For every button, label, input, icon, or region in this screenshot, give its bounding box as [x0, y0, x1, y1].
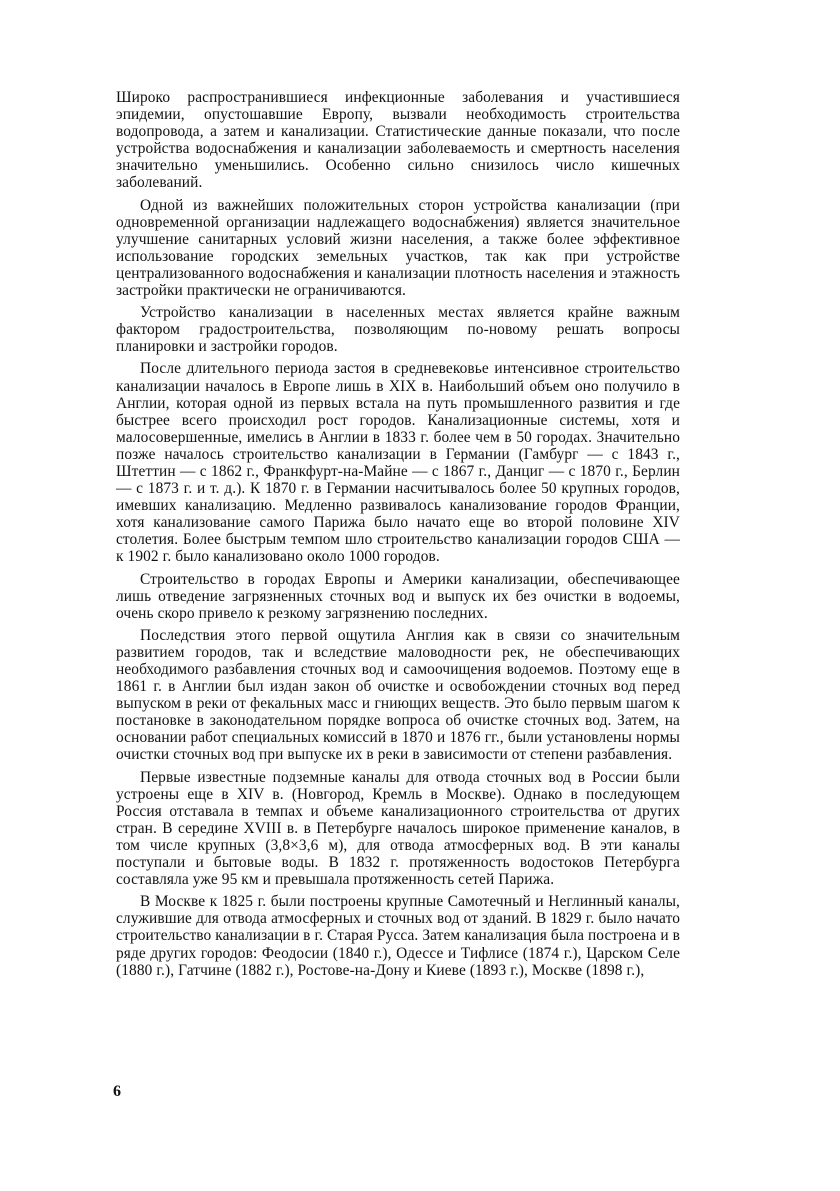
paragraph-england-law: Последствия этого первой ощутила Англия как в связи со значительным развитием городов, так и вследствие маловодности рек, не обеспечивающих необходимого разбавления сточных вод и самоочищения водоемов. Поэтому еще в 1861 г. в Англии был издан закон об очистке и освобождении сточных вод перед выпуском в реки от фекальных масс и гниющих веществ. Это было первым шагом к постановке в законодательном порядке вопроса об очистке сточных вод. Затем, на основании работ специальных комиссий в 1870 и 1876 гг., были установлены нормы очистки сточных вод при выпуске их в реки в зависимости от степени разбавления. — [116, 626, 680, 764]
paragraph-pollution: Строительство в городах Европы и Америки канализации, обеспечивающее лишь отведение загрязненных сточных вод и выпуск их без очистки в водоемы, очень скоро привело к резкому загрязнению последних. — [116, 570, 680, 622]
body-text — [116, 89, 680, 984]
paragraph-urban-planning: Устройство канализации в населенных местах является крайне важным фактором градостроительства, позволяющим по-новому решать вопросы планировки и застройки городов. — [116, 304, 680, 356]
paragraph-europe-history: После длительного периода застоя в средневековье интенсивное строительство канализации началось в Европе лишь в XIX в. Наибольший объем оно получило в Англии, которая одной из первых встала на путь промышленного развития и где быстрее всего происходил рост городов. Канализационные системы, хотя и малосовершенные, имелись в Англии в 1833 г. более чем в 50 городах. Значительно позже началось строительство канализации в Германии (Гамбург — с 1843 г., Штеттин — с 1862 г., Франкфурт-на-Майне — с 1867 г., Данциг — с 1870 г., Берлин — с 1873 г. и т. д.). К 1870 г. в Германии насчитывалось более 50 крупных городов, имевших канализацию. Медленно развивалось канализование городов Франции, хотя канализование самого Парижа было начато еще во второй половине XIV столетия. Более быстрым темпом шло строительство канализации городов США — к 1902 г. было канализовано около 1000 городов. — [116, 360, 680, 566]
paragraph-moscow-cities: В Москве к 1825 г. были построены крупные Самотечный и Неглинный каналы, служившие для отвода атмосферных и сточных вод от зданий. В 1829 г. было начато строительство канализации в г. Старая Русса. Затем канализация была построена и в ряде других городов: Феодосии (1840 г.), Одессе и Тифлисе (1874 г.), Царском Селе (1880 г.), Гатчине (1882 г.), Ростове-на-Дону и Киеве (1893 г.), Москве (1898 г.), — [116, 893, 680, 979]
page-number: 6 — [113, 1083, 121, 1100]
paragraph-russia-history: Первые известные подземные каналы для отвода сточных вод в России были устроены еще в XIV в. (Новгород, Кремль в Москве). Однако в последующем Россия отставала в темпах и объеме канализационного строительства от других стран. В середине XVIII в. в Петербурге началось широкое применение каналов, в том числе крупных (3,8×3,6 м), для отвода атмосферных вод. В эти каналы поступали и бытовые воды. В 1832 г. протяженность водостоков Петербурга составляла уже 95 км и превышала протяженность сетей Парижа. — [116, 768, 680, 889]
paragraph-epidemics: Широко распространившиеся инфекционные заболевания и участившиеся эпидемии, опустошавшие Европу, вызвали необходимость строительства водопровода, а затем и канализации. Статистические данные показали, что после устройства водоснабжения и канализации заболеваемость и смертность населения значительно уменьшились. Особенно сильно снизилось число кишечных заболеваний. — [116, 89, 680, 192]
paragraph-sanitary-benefits: Одной из важнейших положительных сторон устройства канализации (при одновременной организации надлежащего водоснабжения) является значительное улучшение санитарных условий жизни населения, а также более эффективное использование городских земельных участков, так как при устройстве централизованного водоснабжения и канализации плотность населения и этажность застройки практически не ограничиваются. — [116, 196, 680, 300]
